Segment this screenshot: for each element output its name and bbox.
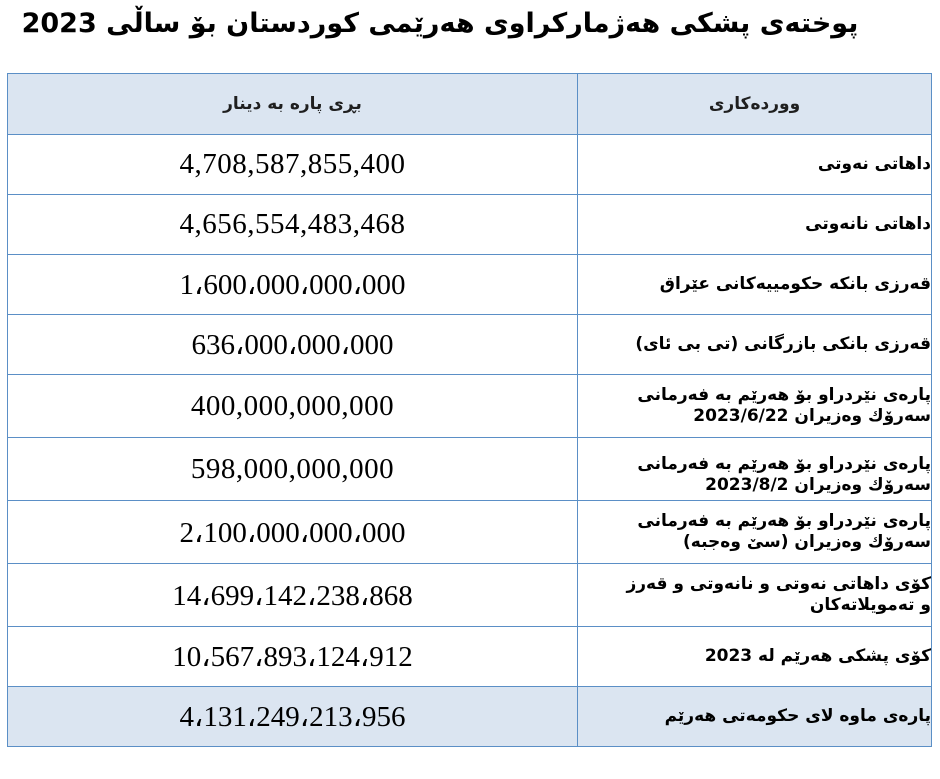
table-header-row: [8, 74, 932, 135]
amount-cell: 4,708,587,855,400: [8, 135, 578, 195]
amount-cell: 400,000,000,000: [8, 375, 578, 438]
label-cell: [578, 135, 932, 195]
label-line: سەرۆك وەزیران (سێ وەجبە): [683, 532, 931, 552]
label-cell: [578, 501, 932, 564]
table-row: [8, 255, 932, 315]
amount-cell: 598,000,000,000: [8, 438, 578, 501]
label-line: داهاتی نەوتی: [817, 154, 931, 174]
amount-cell: 4,656,554,483,468: [8, 195, 578, 255]
amount-cell: 1،600،000،000،000: [8, 255, 578, 315]
label-cell: [578, 687, 932, 747]
table-row: [8, 501, 932, 564]
amount-cell: 636،000،000،000: [8, 315, 578, 375]
table-row: [8, 564, 932, 627]
table-row: [8, 135, 932, 195]
label-line: و تەمویلاتەکان: [809, 595, 931, 615]
table-row: [8, 687, 932, 747]
table-row: [8, 627, 932, 687]
label-cell: [578, 627, 932, 687]
label-line: کۆی داهاتی نەوتی و نانەوتی و قەرز: [626, 574, 931, 594]
table-row: [8, 315, 932, 375]
label-line: پارەی نێردراو بۆ هەرێم بە فەرمانی: [637, 385, 931, 405]
table-row: [8, 375, 932, 438]
table-row: [8, 438, 932, 501]
header-amount: بڕی پارە بە دینار: [8, 74, 578, 135]
page-title: پوختەی پشکی هەژمارکراوی هەرێمی کوردستان بۆ ساڵی 2023: [21, 8, 859, 39]
label-cell: [578, 255, 932, 315]
amount-cell: 4،131،249،213،956: [8, 687, 578, 747]
label-line: پارەی ماوە لای حکومەتی هەرێم: [664, 706, 931, 726]
label-line: داهاتی نانەوتی: [805, 214, 931, 234]
label-line: پارەی نێردراو بۆ هەرێم بە فەرمانی: [637, 511, 931, 531]
label-cell: [578, 438, 932, 501]
label-cell: [578, 315, 932, 375]
label-cell: [578, 564, 932, 627]
label-cell: [578, 375, 932, 438]
amount-cell: 14،699،142،238،868: [8, 564, 578, 627]
label-line: قەرزی بانکە حکومییەکانی عێراق: [659, 274, 931, 294]
label-cell: [578, 195, 932, 255]
amount-cell: 2،100،000،000،000: [8, 501, 578, 564]
table-row: [8, 195, 932, 255]
table-body: [8, 74, 932, 747]
budget-summary-table: [7, 73, 932, 747]
label-line: پارەی نێردراو بۆ هەرێم بە فەرمانی: [637, 454, 931, 474]
label-line: قەرزی بانکی بازرگانی (تی بی ئای): [635, 334, 931, 354]
label-line: سەرۆك وەزیران 2023/6/22: [693, 406, 931, 426]
amount-cell: 10،567،893،124،912: [8, 627, 578, 687]
header-label: ووردەکاری: [578, 74, 932, 135]
label-line: کۆی پشکی هەرێم لە 2023: [704, 646, 931, 666]
label-line: سەرۆك وەزیران 2023/8/2: [705, 475, 931, 495]
